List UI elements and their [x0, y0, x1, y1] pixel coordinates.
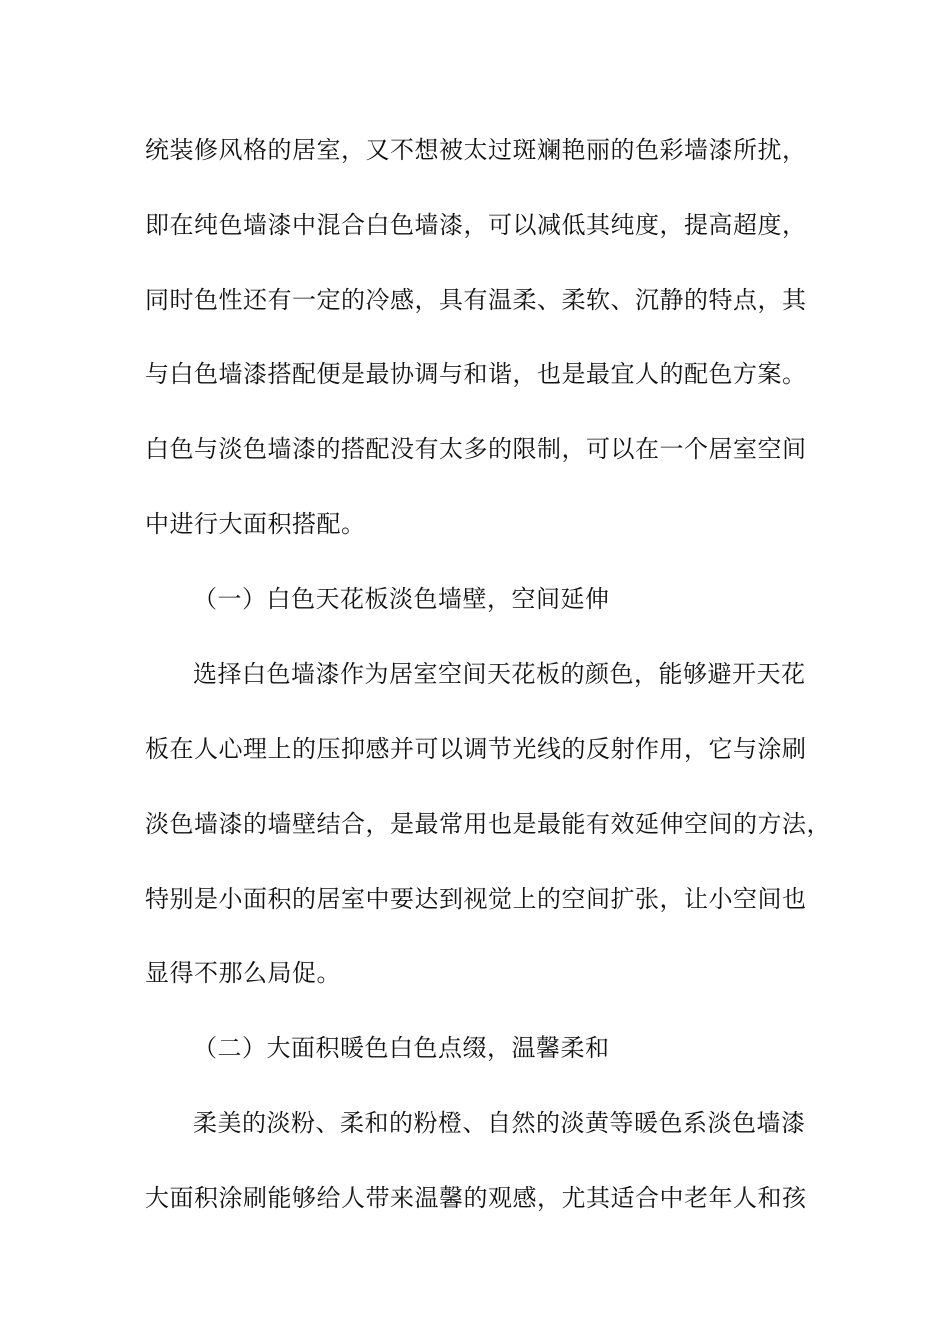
text-line: 特别是小面积的居室中要达到视觉上的空间扩张，让小空间也 [145, 885, 807, 913]
text-line: 柔美的淡粉、柔和的粉橙、自然的淡黄等暖色系淡色墙漆 [193, 1109, 806, 1137]
text-line: 大面积涂刷能够给人带来温馨的观感，尤其适合中老年人和孩 [145, 1184, 807, 1212]
text-line: 与白色墙漆搭配便是最协调与和谐，也是最宜人的配色方案。 [145, 360, 807, 388]
text-line: 同时色性还有一定的冷感，具有温柔、柔软、沉静的特点，其 [145, 286, 807, 314]
text-line: 统装修风格的居室，又不想被太过斑斓艳丽的色彩墙漆所扰， [145, 136, 807, 164]
text-line: 板在人心理上的压抑感并可以调节光线的反射作用，它与涂刷 [145, 735, 807, 763]
text-line: 即在纯色墙漆中混合白色墙漆，可以减低其纯度，提高超度， [145, 211, 807, 239]
text-line: 中进行大面积搭配。 [145, 510, 366, 538]
text-line: 选择白色墙漆作为居室空间天花板的颜色，能够避开天花 [193, 660, 806, 688]
text-line: 白色与淡色墙漆的搭配没有太多的限制，可以在一个居室空间 [145, 435, 807, 463]
text-line: 显得不那么局促。 [145, 959, 341, 987]
section-heading-2: （二）大面积暖色白色点缀，温馨柔和 [193, 1034, 610, 1062]
text-line: 淡色墙漆的墙壁结合，是最常用也是最能有效延伸空间的方法， [145, 810, 831, 838]
section-heading-1: （一）白色天花板淡色墙壁，空间延伸 [193, 585, 610, 613]
